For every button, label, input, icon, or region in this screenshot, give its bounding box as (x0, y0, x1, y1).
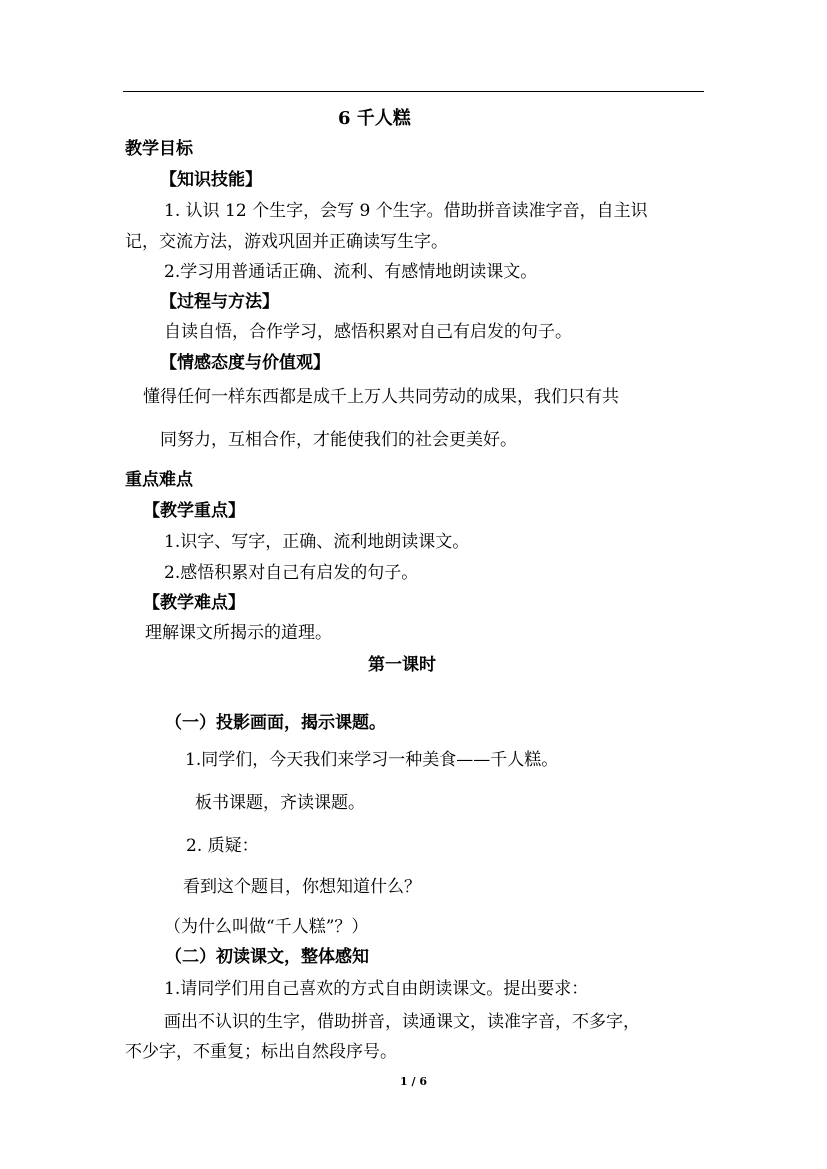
lesson-title: 第一课时 (368, 655, 436, 675)
subheading-emotion-values: 【情感态度与价值观】 (160, 353, 330, 373)
paragraph: 1.识字、写字，正确、流利地朗读课文。 (164, 532, 470, 552)
paragraph: 自读自悟，合作学习，感悟积累对自己有启发的句子。 (164, 322, 572, 342)
paragraph: 1. 认识 12 个生字，会写 9 个生字。借助拼音读准字音，自主识 (164, 201, 648, 221)
subheading-teaching-focus: 【教学重点】 (143, 501, 245, 521)
subheading-knowledge-skills: 【知识技能】 (160, 170, 262, 190)
paragraph: 1.请同学们用自己喜欢的方式自由朗读课文。提出要求： (164, 979, 589, 999)
paragraph: 看到这个题目，你想知道什么？ (183, 877, 421, 897)
section-heading-objectives: 教学目标 (125, 139, 193, 159)
paragraph: （为什么叫做“千人糕”？） (164, 917, 369, 937)
paragraph: 懂得任何一样东西都是成千上万人共同劳动的成果，我们只有共 (143, 387, 619, 407)
page-title: 6 千人糕 (338, 108, 411, 129)
paragraph: 2. 质疑： (186, 836, 259, 856)
step-heading-2: （二）初读课文，整体感知 (165, 947, 369, 967)
subheading-teaching-difficulty: 【教学难点】 (143, 593, 245, 613)
paragraph: 不少字，不重复；标出自然段序号。 (125, 1042, 397, 1062)
paragraph: 记，交流方法，游戏巩固并正确读写生字。 (125, 232, 448, 252)
header-rule (123, 91, 704, 92)
paragraph: 理解课文所揭示的道理。 (145, 623, 332, 643)
paragraph: 板书课题，齐读课题。 (195, 793, 365, 813)
page-number: 1 / 6 (400, 1075, 427, 1088)
paragraph: 2.学习用普通话正确、流利、有感情地朗读课文。 (164, 262, 538, 282)
paragraph: 画出不认识的生字，借助拼音，读通课文，读准字音，不多字， (164, 1012, 640, 1032)
step-heading-1: （一）投影画面，揭示课题。 (165, 713, 386, 733)
subheading-process-methods: 【过程与方法】 (160, 292, 279, 312)
paragraph: 同努力，互相合作，才能使我们的社会更美好。 (160, 430, 517, 450)
paragraph: 1.同学们，今天我们来学习一种美食——千人糕。 (185, 750, 559, 770)
paragraph: 2.感悟积累对自己有启发的句子。 (164, 563, 419, 583)
section-heading-key-points: 重点难点 (125, 470, 193, 490)
